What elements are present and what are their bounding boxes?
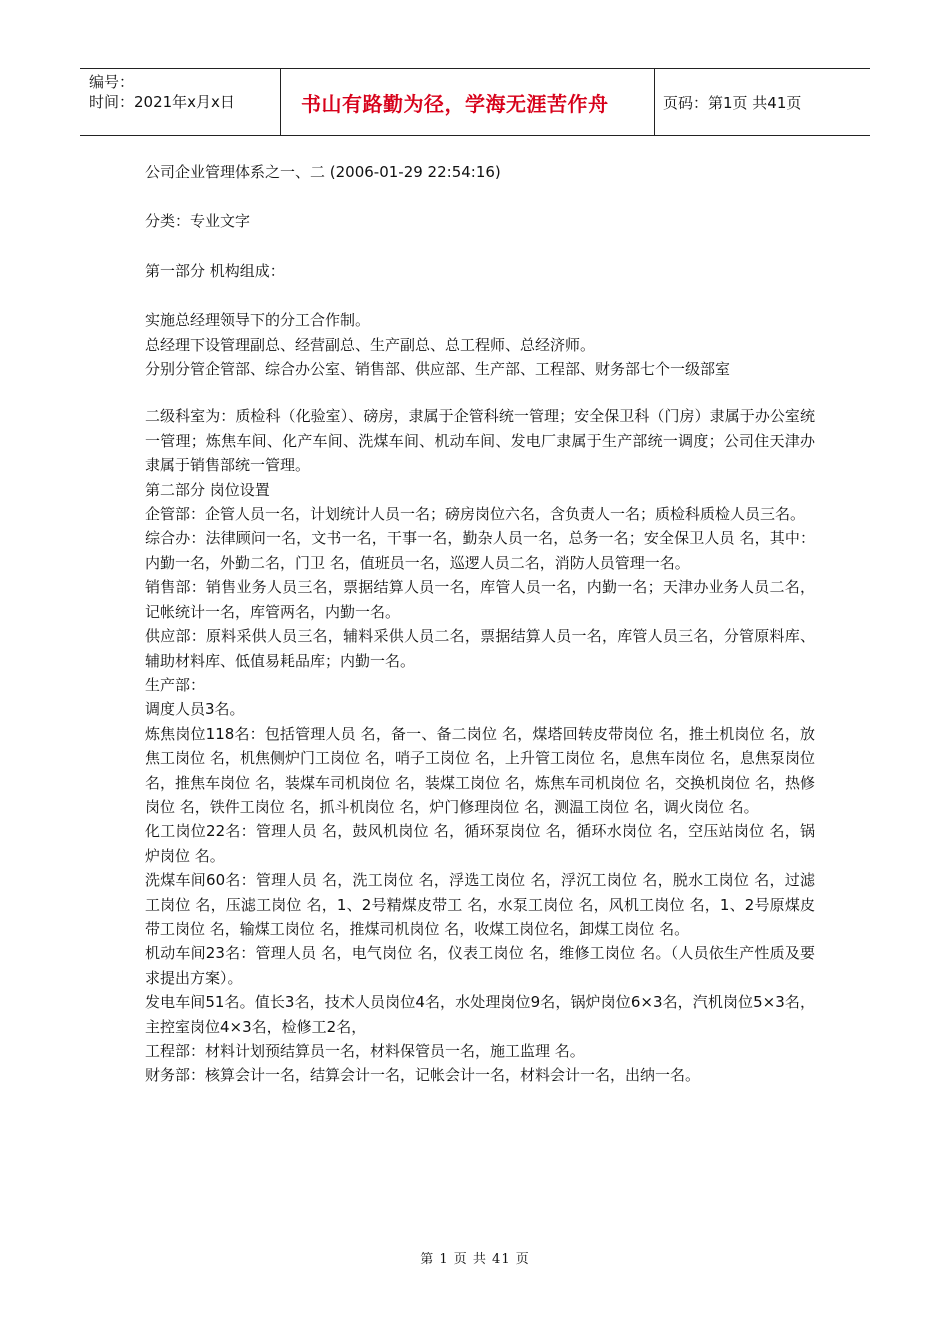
paragraph: 财务部：核算会计一名，结算会计一名，记帐会计一名，材料会计一名，出纳一名。 bbox=[145, 1066, 701, 1085]
time-label: 时间：2021年x月x日 bbox=[89, 93, 235, 111]
paragraph: 机动车间23名：管理人员 名，电气岗位 名，仪表工岗位 名，维修工岗位 名。（人员依生产性质及要求提出方案）。 bbox=[145, 944, 815, 987]
paragraph: 总经理下设管理副总、经营副总、生产副总、总工程师、总经济师。 bbox=[145, 335, 596, 354]
paragraph: 工程部：材料计划预结算员一名，材料保管员一名，施工监理 名。 bbox=[145, 1042, 585, 1060]
paragraph: 企管部：企管人员一名，计划统计人员一名；磅房岗位六名，含负责人一名；质检科质检人员三名。 bbox=[145, 505, 806, 524]
paragraph: 销售部：销售业务人员三名，票据结算人员一名，库管人员一名，内勤一名；天津办业务人员二名，记帐统计一名，库管两名，内勤一名。 bbox=[145, 578, 815, 621]
page-number-label: 页码：第1页 共41页 bbox=[663, 93, 802, 112]
slogan: 书山有路勤为径，学海无涯苦作舟 bbox=[301, 91, 609, 116]
paragraph: 化工岗位22名：管理人员 名，鼓风机岗位 名，循环泵岗位 名，循环水岗位 名，空压站岗位 名，锅炉岗位 名。 bbox=[145, 822, 815, 865]
document-title: 公司企业管理体系之一、二 (2006-01-29 22:54:16) bbox=[145, 163, 501, 181]
paragraph: 调度人员3名。 bbox=[145, 700, 245, 719]
paragraph: 供应部：原料采供人员三名，辅料采供人员二名，票据结算人员一名，库管人员三名，分管原料库、辅助材料库、低值易耗品库；内勤一名。 bbox=[145, 627, 815, 670]
section-heading: 第一部分 机构组成： bbox=[145, 261, 285, 280]
section-heading: 第二部分 岗位设置 bbox=[145, 480, 270, 499]
paragraph: 炼焦岗位118名：包括管理人员 名，备一、备二岗位 名，煤塔回转皮带岗位 名，推土机岗位 名，放焦工岗位 名，机焦侧炉门工岗位 名，哨子工岗位 名，上升管工岗位 名，息焦车岗位 名，息焦泵岗位 名，推焦车岗位 名，装煤车司机岗位 名，装煤工岗位 名，炼焦车司机岗位 名，交换机岗位 名，热修岗位 名，铁件工岗位 名，抓斗机岗位 名，炉门修理岗位 名，测温工岗位 名，调火岗位 名。 bbox=[145, 724, 815, 816]
header-slogan-cell bbox=[281, 69, 655, 135]
paragraph: 洗煤车间60名：管理人员 名，洗工岗位 名，浮选工岗位 名，浮沉工岗位 名，脱水工岗位 名，过滤工岗位 名，压滤工岗位 名，1、2号精煤皮带工 名，水泵工岗位 名，风机工岗位 名，1、2号原煤皮带工岗位 名，输煤工岗位 名，推煤司机岗位 名，收煤工岗位名，卸煤工岗位 名。 bbox=[145, 871, 815, 938]
footer-page-number: 第 1 页 共 41 页 bbox=[420, 1252, 530, 1267]
number-label: 编号： bbox=[89, 73, 135, 91]
header-page-cell bbox=[655, 69, 870, 135]
paragraph: 综合办：法律顾问一名，文书一名，干事一名，勤杂人员一名，总务一名；安全保卫人员 名，其中：内勤一名，外勤二名，门卫 名，值班员一名，巡逻人员二名，消防人员管理一名。 bbox=[145, 529, 815, 572]
paragraph: 生产部： bbox=[145, 675, 206, 694]
page-header bbox=[80, 68, 870, 136]
paragraph: 分别分管企管部、综合办公室、销售部、供应部、生产部、工程部、财务部七个一级部室 bbox=[145, 360, 731, 379]
paragraph: 实施总经理领导下的分工合作制。 bbox=[145, 311, 371, 330]
document-body bbox=[145, 160, 815, 1088]
page-footer bbox=[0, 1248, 950, 1267]
paragraph: 二级科室为：质检科（化验室）、磅房，隶属于企管科统一管理；安全保卫科（门房）隶属于办公室统一管理；炼焦车间、化产车间、洗煤车间、机动车间、发电厂隶属于生产部统一调度；公司住天津办隶属于销售部统一管理。 bbox=[145, 407, 815, 475]
paragraph: 发电车间51名。值长3名，技术人员岗位4名，水处理岗位9名，锅炉岗位6×3名，汽机岗位5×3名，主控室岗位4×3名，检修工2名， bbox=[145, 993, 815, 1036]
header-info bbox=[80, 69, 281, 135]
category-line: 分类：专业文字 bbox=[145, 212, 251, 231]
